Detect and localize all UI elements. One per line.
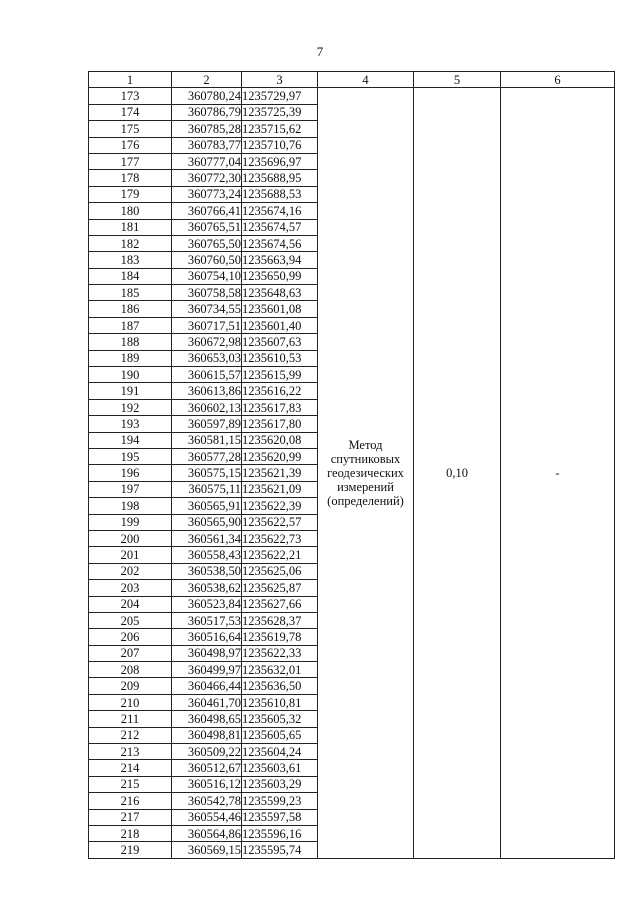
coordinate-y: 1235622,73 — [242, 530, 318, 546]
point-number: 175 — [89, 121, 172, 137]
point-number: 219 — [89, 842, 172, 858]
header-col-5: 5 — [414, 72, 501, 88]
point-number: 179 — [89, 186, 172, 202]
coordinate-x: 360512,67 — [172, 760, 242, 776]
coordinate-x: 360558,43 — [172, 547, 242, 563]
point-number: 200 — [89, 530, 172, 546]
coordinate-x: 360523,84 — [172, 596, 242, 612]
coordinate-x: 360577,28 — [172, 448, 242, 464]
point-number: 212 — [89, 727, 172, 743]
header-col-2: 2 — [172, 72, 242, 88]
coordinate-y: 1235674,56 — [242, 235, 318, 251]
coordinate-x: 360765,50 — [172, 235, 242, 251]
coordinate-x: 360517,53 — [172, 612, 242, 628]
coordinate-y: 1235696,97 — [242, 153, 318, 169]
coordinate-x: 360575,15 — [172, 465, 242, 481]
coordinate-y: 1235610,53 — [242, 350, 318, 366]
table-body — [89, 88, 615, 858]
coordinate-x: 360516,12 — [172, 776, 242, 792]
coordinate-y: 1235617,80 — [242, 416, 318, 432]
coordinate-y: 1235625,87 — [242, 580, 318, 596]
coordinate-x: 360766,41 — [172, 203, 242, 219]
table-row — [89, 88, 615, 104]
coordinate-x: 360498,97 — [172, 645, 242, 661]
coordinate-y: 1235601,08 — [242, 301, 318, 317]
coordinate-y: 1235607,63 — [242, 334, 318, 350]
method-cell — [318, 88, 414, 858]
coordinate-y: 1235674,16 — [242, 203, 318, 219]
coordinate-x: 360466,44 — [172, 678, 242, 694]
point-number: 199 — [89, 514, 172, 530]
coordinate-x: 360564,86 — [172, 825, 242, 841]
coordinate-y: 1235674,57 — [242, 219, 318, 235]
coordinate-y: 1235632,01 — [242, 662, 318, 678]
point-number: 201 — [89, 547, 172, 563]
coordinate-y: 1235688,53 — [242, 186, 318, 202]
coordinate-y: 1235625,06 — [242, 563, 318, 579]
coordinate-x: 360672,98 — [172, 334, 242, 350]
point-number: 203 — [89, 580, 172, 596]
coordinate-y: 1235650,99 — [242, 268, 318, 284]
coordinate-x: 360575,11 — [172, 481, 242, 497]
point-number: 181 — [89, 219, 172, 235]
point-number: 218 — [89, 825, 172, 841]
coordinate-y: 1235601,40 — [242, 317, 318, 333]
coordinate-x: 360498,81 — [172, 727, 242, 743]
point-number: 207 — [89, 645, 172, 661]
coordinate-y: 1235603,29 — [242, 776, 318, 792]
point-number: 211 — [89, 711, 172, 727]
coordinate-y: 1235604,24 — [242, 744, 318, 760]
coordinate-x: 360569,15 — [172, 842, 242, 858]
header-col-4: 4 — [318, 72, 414, 88]
coordinate-y: 1235688,95 — [242, 170, 318, 186]
point-number: 202 — [89, 563, 172, 579]
point-number: 187 — [89, 317, 172, 333]
method-text-line: Метод — [348, 438, 383, 453]
coordinate-x: 360615,57 — [172, 367, 242, 383]
coordinate-y: 1235627,66 — [242, 596, 318, 612]
point-number: 188 — [89, 334, 172, 350]
point-number: 195 — [89, 448, 172, 464]
point-number: 173 — [89, 88, 172, 104]
coordinates-table — [88, 71, 615, 859]
point-number: 205 — [89, 612, 172, 628]
method-text-line: спутниковых — [330, 452, 401, 467]
coordinate-x: 360773,24 — [172, 186, 242, 202]
point-number: 174 — [89, 104, 172, 120]
point-number: 206 — [89, 629, 172, 645]
point-number: 216 — [89, 793, 172, 809]
coordinate-x: 360653,03 — [172, 350, 242, 366]
coordinate-x: 360717,51 — [172, 317, 242, 333]
method-text-line: измерений — [337, 480, 394, 495]
coordinate-x: 360602,13 — [172, 399, 242, 415]
coordinate-x: 360783,77 — [172, 137, 242, 153]
coordinate-x: 360538,50 — [172, 563, 242, 579]
point-number: 210 — [89, 694, 172, 710]
coordinate-y: 1235605,32 — [242, 711, 318, 727]
point-number: 192 — [89, 399, 172, 415]
point-number: 182 — [89, 235, 172, 251]
point-number: 215 — [89, 776, 172, 792]
point-number: 209 — [89, 678, 172, 694]
coordinate-y: 1235603,61 — [242, 760, 318, 776]
point-number: 213 — [89, 744, 172, 760]
coordinate-y: 1235636,50 — [242, 678, 318, 694]
coordinate-x: 360777,04 — [172, 153, 242, 169]
coordinate-x: 360760,50 — [172, 252, 242, 268]
coordinate-y: 1235605,65 — [242, 727, 318, 743]
point-number: 193 — [89, 416, 172, 432]
coordinate-y: 1235610,81 — [242, 694, 318, 710]
coordinate-x: 360581,15 — [172, 432, 242, 448]
point-number: 186 — [89, 301, 172, 317]
coordinate-y: 1235621,09 — [242, 481, 318, 497]
coordinate-y: 1235619,78 — [242, 629, 318, 645]
header-col-1: 1 — [89, 72, 172, 88]
point-number: 184 — [89, 268, 172, 284]
coordinate-y: 1235596,16 — [242, 825, 318, 841]
coordinate-x: 360499,97 — [172, 662, 242, 678]
point-number: 176 — [89, 137, 172, 153]
coordinate-y: 1235597,58 — [242, 809, 318, 825]
coordinate-y: 1235622,57 — [242, 514, 318, 530]
method-text-line: геодезических — [327, 466, 404, 481]
coordinate-x: 360758,58 — [172, 285, 242, 301]
coordinate-x: 360772,30 — [172, 170, 242, 186]
point-number: 185 — [89, 285, 172, 301]
accuracy-cell: 0,10 — [414, 88, 501, 858]
coordinate-y: 1235729,97 — [242, 88, 318, 104]
coordinate-y: 1235616,22 — [242, 383, 318, 399]
point-number: 183 — [89, 252, 172, 268]
coordinate-y: 1235620,99 — [242, 448, 318, 464]
coordinate-x: 360561,34 — [172, 530, 242, 546]
coordinate-x: 360461,70 — [172, 694, 242, 710]
coordinate-x: 360565,91 — [172, 498, 242, 514]
coordinate-x: 360765,51 — [172, 219, 242, 235]
coordinate-y: 1235622,33 — [242, 645, 318, 661]
point-number: 189 — [89, 350, 172, 366]
coordinate-y: 1235715,62 — [242, 121, 318, 137]
coordinate-x: 360509,22 — [172, 744, 242, 760]
point-number: 208 — [89, 662, 172, 678]
point-number: 198 — [89, 498, 172, 514]
point-number: 177 — [89, 153, 172, 169]
coordinate-x: 360538,62 — [172, 580, 242, 596]
header-col-3: 3 — [242, 72, 318, 88]
coordinate-x: 360597,89 — [172, 416, 242, 432]
table-header-row — [89, 72, 615, 88]
point-number: 180 — [89, 203, 172, 219]
point-number: 197 — [89, 481, 172, 497]
coordinate-y: 1235622,39 — [242, 498, 318, 514]
coordinate-x: 360554,46 — [172, 809, 242, 825]
page-number: 7 — [316, 44, 324, 59]
method-text-line: (определений) — [327, 494, 404, 509]
coordinate-x: 360498,65 — [172, 711, 242, 727]
coordinate-y: 1235622,21 — [242, 547, 318, 563]
point-number: 196 — [89, 465, 172, 481]
coordinate-x: 360734,55 — [172, 301, 242, 317]
coordinate-x: 360785,28 — [172, 121, 242, 137]
coordinate-y: 1235710,76 — [242, 137, 318, 153]
coordinate-x: 360516,64 — [172, 629, 242, 645]
coordinate-x: 360565,90 — [172, 514, 242, 530]
point-number: 178 — [89, 170, 172, 186]
point-number: 190 — [89, 367, 172, 383]
point-number: 191 — [89, 383, 172, 399]
coordinate-x: 360786,79 — [172, 104, 242, 120]
coordinate-y: 1235599,23 — [242, 793, 318, 809]
col6-cell: - — [501, 88, 615, 858]
coordinate-x: 360542,78 — [172, 793, 242, 809]
coordinate-y: 1235620,08 — [242, 432, 318, 448]
coordinate-y: 1235615,99 — [242, 367, 318, 383]
coordinate-y: 1235595,74 — [242, 842, 318, 858]
coordinate-y: 1235725,39 — [242, 104, 318, 120]
point-number: 217 — [89, 809, 172, 825]
coordinate-y: 1235648,63 — [242, 285, 318, 301]
coordinate-x: 360754,10 — [172, 268, 242, 284]
coordinate-y: 1235628,37 — [242, 612, 318, 628]
header-col-6: 6 — [501, 72, 615, 88]
coordinate-y: 1235617,83 — [242, 399, 318, 415]
coordinate-y: 1235621,39 — [242, 465, 318, 481]
point-number: 214 — [89, 760, 172, 776]
coordinate-x: 360780,24 — [172, 88, 242, 104]
point-number: 194 — [89, 432, 172, 448]
coordinate-x: 360613,86 — [172, 383, 242, 399]
coordinate-y: 1235663,94 — [242, 252, 318, 268]
point-number: 204 — [89, 596, 172, 612]
